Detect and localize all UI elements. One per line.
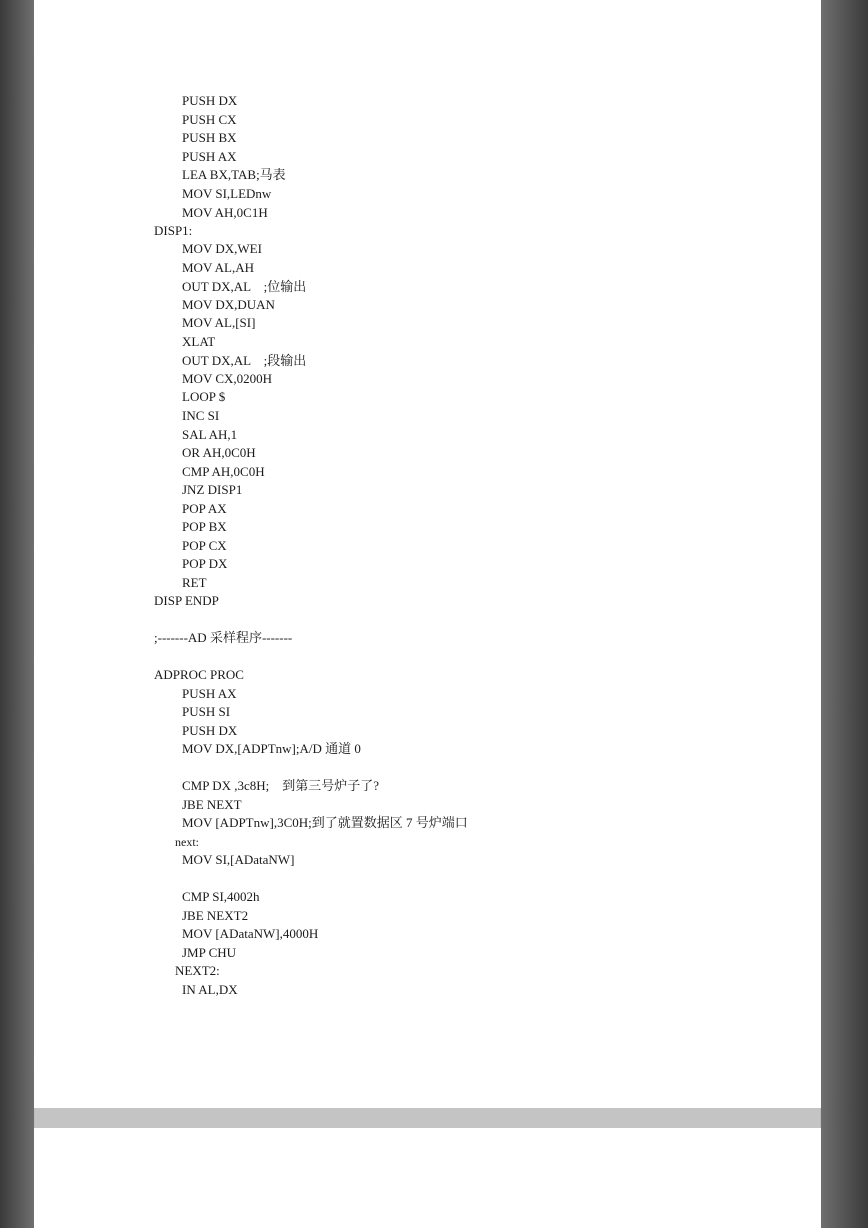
document-page (34, 0, 821, 1108)
code-line: JBE NEXT2 (182, 908, 249, 923)
code-line: PUSH DX (182, 723, 238, 738)
code-line: PUSH AX (182, 149, 237, 164)
code-line: PUSH DX (182, 93, 238, 108)
code-line: LOOP $ (182, 389, 226, 404)
code-line: INC SI (182, 408, 220, 423)
code-line: PUSH CX (182, 112, 237, 127)
code-line: OUT DX,AL ;位输出 (182, 279, 307, 294)
code-line: JMP CHU (182, 945, 237, 960)
code-comment: ;-------AD 采样程序------- (154, 630, 293, 645)
code-line: POP AX (182, 501, 227, 516)
code-line: MOV SI,LEDnw (182, 186, 272, 201)
code-label: next: (175, 835, 199, 849)
code-label: DISP1: (154, 223, 193, 238)
code-line: MOV DX,[ADPTnw];A/D 通道 0 (182, 741, 361, 756)
code-line: MOV AL,[SI] (182, 315, 256, 330)
next-page (34, 1128, 821, 1228)
code-line: JNZ DISP1 (182, 482, 243, 497)
code-line: CMP AH,0C0H (182, 464, 265, 479)
code-line: MOV AH,0C1H (182, 205, 268, 220)
code-line: MOV CX,0200H (182, 371, 273, 386)
code-line: DISP ENDP (154, 593, 219, 608)
code-line: XLAT (182, 334, 216, 349)
code-line: MOV [ADataNW],4000H (182, 926, 319, 941)
code-line: POP BX (182, 519, 227, 534)
code-line: MOV DX,DUAN (182, 297, 275, 312)
code-listing (34, 0, 821, 1108)
code-line: PUSH AX (182, 686, 237, 701)
code-line: MOV DX,WEI (182, 241, 262, 256)
code-line: JBE NEXT (182, 797, 242, 812)
code-line: MOV AL,AH (182, 260, 254, 275)
code-line: MOV [ADPTnw],3C0H;到了就置数据区 7 号炉端口 (182, 815, 468, 830)
code-line: IN AL,DX (182, 982, 238, 997)
code-line: OR AH,0C0H (182, 445, 256, 460)
code-line: POP CX (182, 538, 227, 553)
code-line: CMP SI,4002h (182, 889, 260, 904)
code-line: LEA BX,TAB;马表 (182, 167, 286, 182)
code-label: NEXT2: (175, 963, 220, 978)
code-line: SAL AH,1 (182, 427, 238, 442)
code-line: PUSH BX (182, 130, 237, 145)
code-line: CMP DX ,3c8H; 到第三号炉子了? (182, 778, 380, 793)
code-line: RET (182, 575, 207, 590)
code-line: PUSH SI (182, 704, 231, 719)
code-line: POP DX (182, 556, 228, 571)
code-line: MOV SI,[ADataNW] (182, 852, 295, 867)
code-line: OUT DX,AL ;段输出 (182, 353, 307, 368)
code-line: ADPROC PROC (154, 667, 244, 682)
